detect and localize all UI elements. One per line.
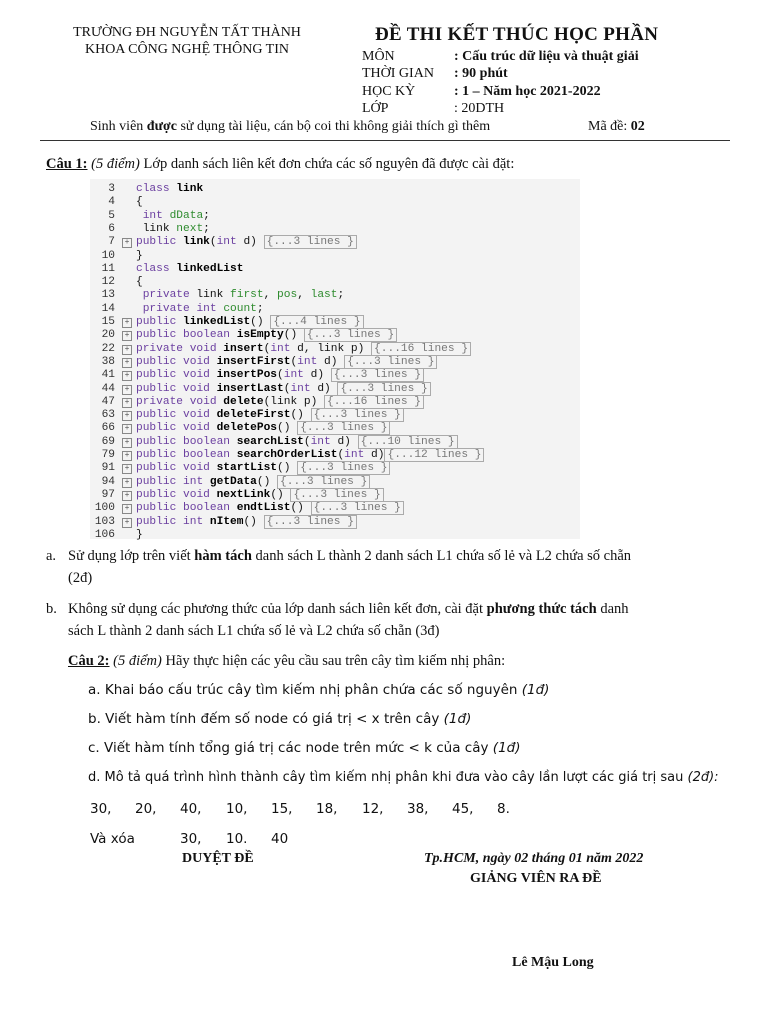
exam-code bbox=[588, 119, 645, 135]
delete-label: Và xóa bbox=[90, 831, 135, 847]
code-text: public void deleteFirst() {...3 lines } bbox=[136, 409, 404, 422]
code-text: public boolean searchOrderList(int d) {...12 lines } bbox=[136, 449, 484, 462]
insert-value: 20, bbox=[135, 801, 157, 817]
line-number: 11 bbox=[101, 262, 115, 275]
code-text: public void insertFirst(int d) {...3 lines } bbox=[136, 356, 437, 369]
code-text: public void nextLink() {...3 lines } bbox=[136, 489, 384, 502]
q1-a-text bbox=[68, 545, 750, 567]
code-text: public boolean isEmpty() {...3 lines } bbox=[136, 329, 397, 342]
fold-toggle-icon[interactable]: + bbox=[122, 318, 132, 328]
meta-value: : 1 – Năm học 2021-2022 bbox=[454, 84, 601, 99]
approval-label: DUYỆT ĐỀ bbox=[182, 851, 254, 866]
code-line bbox=[90, 289, 580, 302]
insert-value: 45, bbox=[452, 801, 474, 817]
line-number: 100 bbox=[94, 502, 115, 515]
q2-item-points: (1đ) bbox=[492, 740, 521, 756]
code-line bbox=[90, 236, 580, 249]
code-text: private void insert(int d, link p) {...16 lines } bbox=[136, 343, 471, 356]
code-line bbox=[90, 303, 580, 316]
q1-b-bold: phương thức tách bbox=[486, 601, 597, 617]
code-line bbox=[90, 263, 580, 276]
q2-item-a bbox=[88, 682, 549, 698]
line-number: 44 bbox=[101, 382, 115, 395]
fold-toggle-icon[interactable]: + bbox=[122, 451, 132, 461]
code-line bbox=[90, 329, 580, 342]
code-line bbox=[90, 196, 580, 209]
code-text: private void delete(link p) {...16 lines } bbox=[136, 396, 424, 409]
q1-a-pre: Sử dụng lớp trên viết bbox=[68, 548, 195, 564]
q1-a-bold: hàm tách bbox=[194, 548, 252, 564]
line-number: 10 bbox=[101, 249, 115, 262]
line-number: 66 bbox=[101, 422, 115, 435]
fold-toggle-icon[interactable]: + bbox=[122, 238, 132, 248]
faculty-name: KHOA CÔNG NGHỆ THÔNG TIN bbox=[84, 42, 290, 57]
q1-a-post: danh sách L thành 2 danh sách L1 chứa số lẻ và L2 chứa số chẵn bbox=[251, 548, 632, 564]
meta-value: : 90 phút bbox=[454, 66, 508, 81]
header-divider bbox=[40, 140, 730, 141]
q2-item-b bbox=[88, 711, 471, 727]
fold-toggle-icon[interactable]: + bbox=[122, 331, 132, 341]
code-line bbox=[90, 489, 580, 502]
question-2-label: Câu 2: bbox=[68, 653, 110, 669]
q1-b-text bbox=[68, 598, 758, 620]
code-text: public void deletePos() {...3 lines } bbox=[136, 422, 390, 435]
question-1-heading bbox=[46, 153, 514, 175]
code-text: public boolean searchList(int d) {...10 lines } bbox=[136, 436, 458, 449]
question-1-text: Lớp danh sách liên kết đơn chứa các số nguyên đã được cài đặt: bbox=[139, 156, 515, 172]
insert-value: 15, bbox=[271, 801, 293, 817]
notice-text: Sinh viên bbox=[90, 119, 147, 134]
question-2-text: Hãy thực hiện các yêu cầu sau trên cây tìm kiếm nhị phân: bbox=[161, 653, 506, 669]
exam-code-value: 02 bbox=[630, 119, 645, 134]
code-text: } bbox=[136, 249, 143, 262]
insert-value: 10, bbox=[226, 801, 248, 817]
meta-label: LỚP bbox=[362, 101, 389, 116]
delete-value: 40 bbox=[271, 831, 289, 847]
fold-toggle-icon[interactable]: + bbox=[122, 345, 132, 355]
insert-values bbox=[90, 801, 550, 819]
code-line bbox=[90, 502, 580, 515]
code-line bbox=[90, 383, 580, 396]
line-number: 69 bbox=[101, 435, 115, 448]
code-line bbox=[90, 409, 580, 422]
code-text: private link first, pos, last; bbox=[142, 289, 345, 302]
code-text: { bbox=[136, 196, 143, 209]
delete-values bbox=[90, 831, 310, 849]
insert-value: 12, bbox=[362, 801, 384, 817]
code-text: int dData; bbox=[142, 209, 210, 222]
fold-toggle-icon[interactable]: + bbox=[122, 518, 132, 528]
meta-row-semester bbox=[362, 84, 692, 100]
meta-value: : Cấu trúc dữ liệu và thuật giải bbox=[454, 49, 639, 64]
line-number: 41 bbox=[101, 369, 115, 382]
exam-title: ĐỀ THI KẾT THÚC HỌC PHẦN bbox=[375, 24, 659, 45]
line-number: 97 bbox=[101, 488, 115, 501]
code-text: public link(int d) {...3 lines } bbox=[136, 236, 357, 249]
code-listing bbox=[90, 179, 580, 539]
line-number: 5 bbox=[108, 209, 115, 222]
fold-toggle-icon[interactable]: + bbox=[122, 411, 132, 421]
meta-value: : 20DTH bbox=[454, 101, 505, 116]
code-text: public void startList() {...3 lines } bbox=[136, 462, 390, 475]
code-line bbox=[90, 462, 580, 475]
code-line bbox=[90, 316, 580, 329]
code-line bbox=[90, 436, 580, 449]
exam-date: Tp.HCM, ngày 02 tháng 01 năm 2022 bbox=[424, 851, 644, 866]
q1-a-marker: a. bbox=[46, 548, 57, 564]
insert-value: 30, bbox=[90, 801, 112, 817]
code-text: public void insertLast(int d) {...3 lines } bbox=[136, 383, 431, 396]
lecturer-title: GIẢNG VIÊN RA ĐỀ bbox=[470, 871, 602, 886]
question-2-heading bbox=[68, 650, 505, 672]
meta-label: THỜI GIAN bbox=[362, 66, 434, 81]
code-line bbox=[90, 250, 580, 263]
code-line bbox=[90, 422, 580, 435]
insert-value: 8. bbox=[497, 801, 510, 817]
code-text: private int count; bbox=[142, 302, 264, 315]
fold-toggle-icon[interactable]: + bbox=[122, 491, 132, 501]
line-number: 22 bbox=[101, 342, 115, 355]
fold-toggle-icon[interactable]: + bbox=[122, 424, 132, 434]
q2-item-text: b. Viết hàm tính đếm số node có giá trị < x trên cây bbox=[88, 711, 444, 727]
fold-toggle-icon[interactable]: + bbox=[122, 478, 132, 488]
line-number: 14 bbox=[101, 302, 115, 315]
code-line bbox=[90, 183, 580, 196]
code-text: class link bbox=[136, 183, 204, 195]
exam-code-label: Mã đề: bbox=[588, 119, 631, 134]
code-line bbox=[90, 449, 580, 462]
q2-item-text: a. Khai báo cấu trúc cây tìm kiếm nhị phân chứa các số nguyên bbox=[88, 682, 522, 698]
line-number: 20 bbox=[101, 329, 115, 342]
line-number: 106 bbox=[94, 528, 115, 541]
meta-label: HỌC KỲ bbox=[362, 84, 416, 99]
q2-item-points: (2đ): bbox=[687, 770, 719, 785]
fold-toggle-icon[interactable]: + bbox=[122, 464, 132, 474]
q2-item-d bbox=[88, 770, 719, 785]
fold-toggle-icon[interactable]: + bbox=[122, 398, 132, 408]
line-number: 38 bbox=[101, 355, 115, 368]
q2-item-text: c. Viết hàm tính tổng giá trị các node trên mức < k của cây bbox=[88, 740, 493, 756]
line-number: 79 bbox=[101, 449, 115, 461]
meta-row-subject bbox=[362, 49, 692, 65]
code-text: public void insertPos(int d) {...3 lines } bbox=[136, 369, 424, 382]
code-text: class linkedList bbox=[136, 262, 244, 275]
line-number: 103 bbox=[94, 515, 115, 528]
line-number: 15 bbox=[101, 316, 115, 328]
exam-meta bbox=[362, 49, 692, 119]
code-line bbox=[90, 210, 580, 223]
q1-a-points: (2đ) bbox=[68, 570, 93, 586]
meta-row-time bbox=[362, 66, 692, 82]
q2-item-points: (1đ) bbox=[443, 711, 472, 727]
fold-toggle-icon[interactable]: + bbox=[122, 385, 132, 395]
code-text: } bbox=[136, 528, 143, 541]
q2-item-points: (1đ) bbox=[521, 682, 550, 698]
code-text: public linkedList() {...4 lines } bbox=[136, 316, 364, 329]
code-line bbox=[90, 369, 580, 382]
code-line bbox=[90, 516, 580, 529]
q2-item-c bbox=[88, 740, 521, 756]
code-line bbox=[90, 529, 580, 542]
q1-b-pre: Không sử dụng các phương thức của lớp danh sách liên kết đơn, cài đặt bbox=[68, 601, 487, 617]
fold-toggle-icon[interactable]: + bbox=[122, 358, 132, 368]
fold-toggle-icon[interactable]: + bbox=[122, 504, 132, 514]
line-number: 12 bbox=[101, 276, 115, 289]
q1-b-post: danh bbox=[596, 601, 629, 617]
code-line bbox=[90, 343, 580, 356]
fold-toggle-icon[interactable]: + bbox=[122, 438, 132, 448]
line-number: 13 bbox=[101, 289, 115, 302]
code-text: public boolean endtList() {...3 lines } bbox=[136, 502, 404, 515]
code-text: { bbox=[136, 276, 143, 289]
line-number: 6 bbox=[108, 222, 115, 235]
line-number: 47 bbox=[101, 395, 115, 408]
question-1-label: Câu 1: bbox=[46, 156, 88, 172]
question-2-points: (5 điểm) bbox=[113, 653, 162, 669]
code-text: link next; bbox=[136, 222, 210, 235]
notice-text-end: sử dụng tài liệu, cán bộ coi thi không giải thích gì thêm bbox=[176, 119, 491, 134]
delete-value: 10. bbox=[226, 831, 248, 847]
code-line bbox=[90, 276, 580, 289]
line-number: 63 bbox=[101, 409, 115, 422]
insert-value: 18, bbox=[316, 801, 338, 817]
q1-b-line2: sách L thành 2 danh sách L1 chứa số lẻ và L2 chứa số chẵn (3đ) bbox=[68, 623, 440, 639]
university-name: TRƯỜNG ĐH NGUYỄN TẤT THÀNH bbox=[73, 25, 301, 40]
exam-notice bbox=[90, 119, 490, 135]
code-line bbox=[90, 223, 580, 236]
line-number: 3 bbox=[108, 183, 115, 195]
q2-item-text: d. Mô tả quá trình hình thành cây tìm kiếm nhị phân khi đưa vào cây lần lượt các giá trị sau bbox=[88, 770, 688, 785]
notice-bold: được bbox=[146, 119, 177, 134]
line-number: 91 bbox=[101, 462, 115, 475]
line-number: 7 bbox=[108, 236, 115, 249]
meta-label: MÔN bbox=[362, 49, 395, 64]
lecturer-name: Lê Mậu Long bbox=[512, 955, 594, 970]
delete-value: 30, bbox=[180, 831, 202, 847]
line-number: 94 bbox=[101, 475, 115, 488]
code-line bbox=[90, 476, 580, 489]
code-line bbox=[90, 356, 580, 369]
code-text: public int nItem() {...3 lines } bbox=[136, 516, 357, 529]
code-line bbox=[90, 396, 580, 409]
line-number: 4 bbox=[108, 196, 115, 209]
insert-value: 38, bbox=[407, 801, 429, 817]
fold-toggle-icon[interactable]: + bbox=[122, 371, 132, 381]
insert-value: 40, bbox=[180, 801, 202, 817]
code-text: public int getData() {...3 lines } bbox=[136, 476, 370, 489]
meta-row-class bbox=[362, 101, 692, 117]
q1-b-marker: b. bbox=[46, 601, 57, 617]
question-1-points: (5 điểm) bbox=[91, 156, 140, 172]
